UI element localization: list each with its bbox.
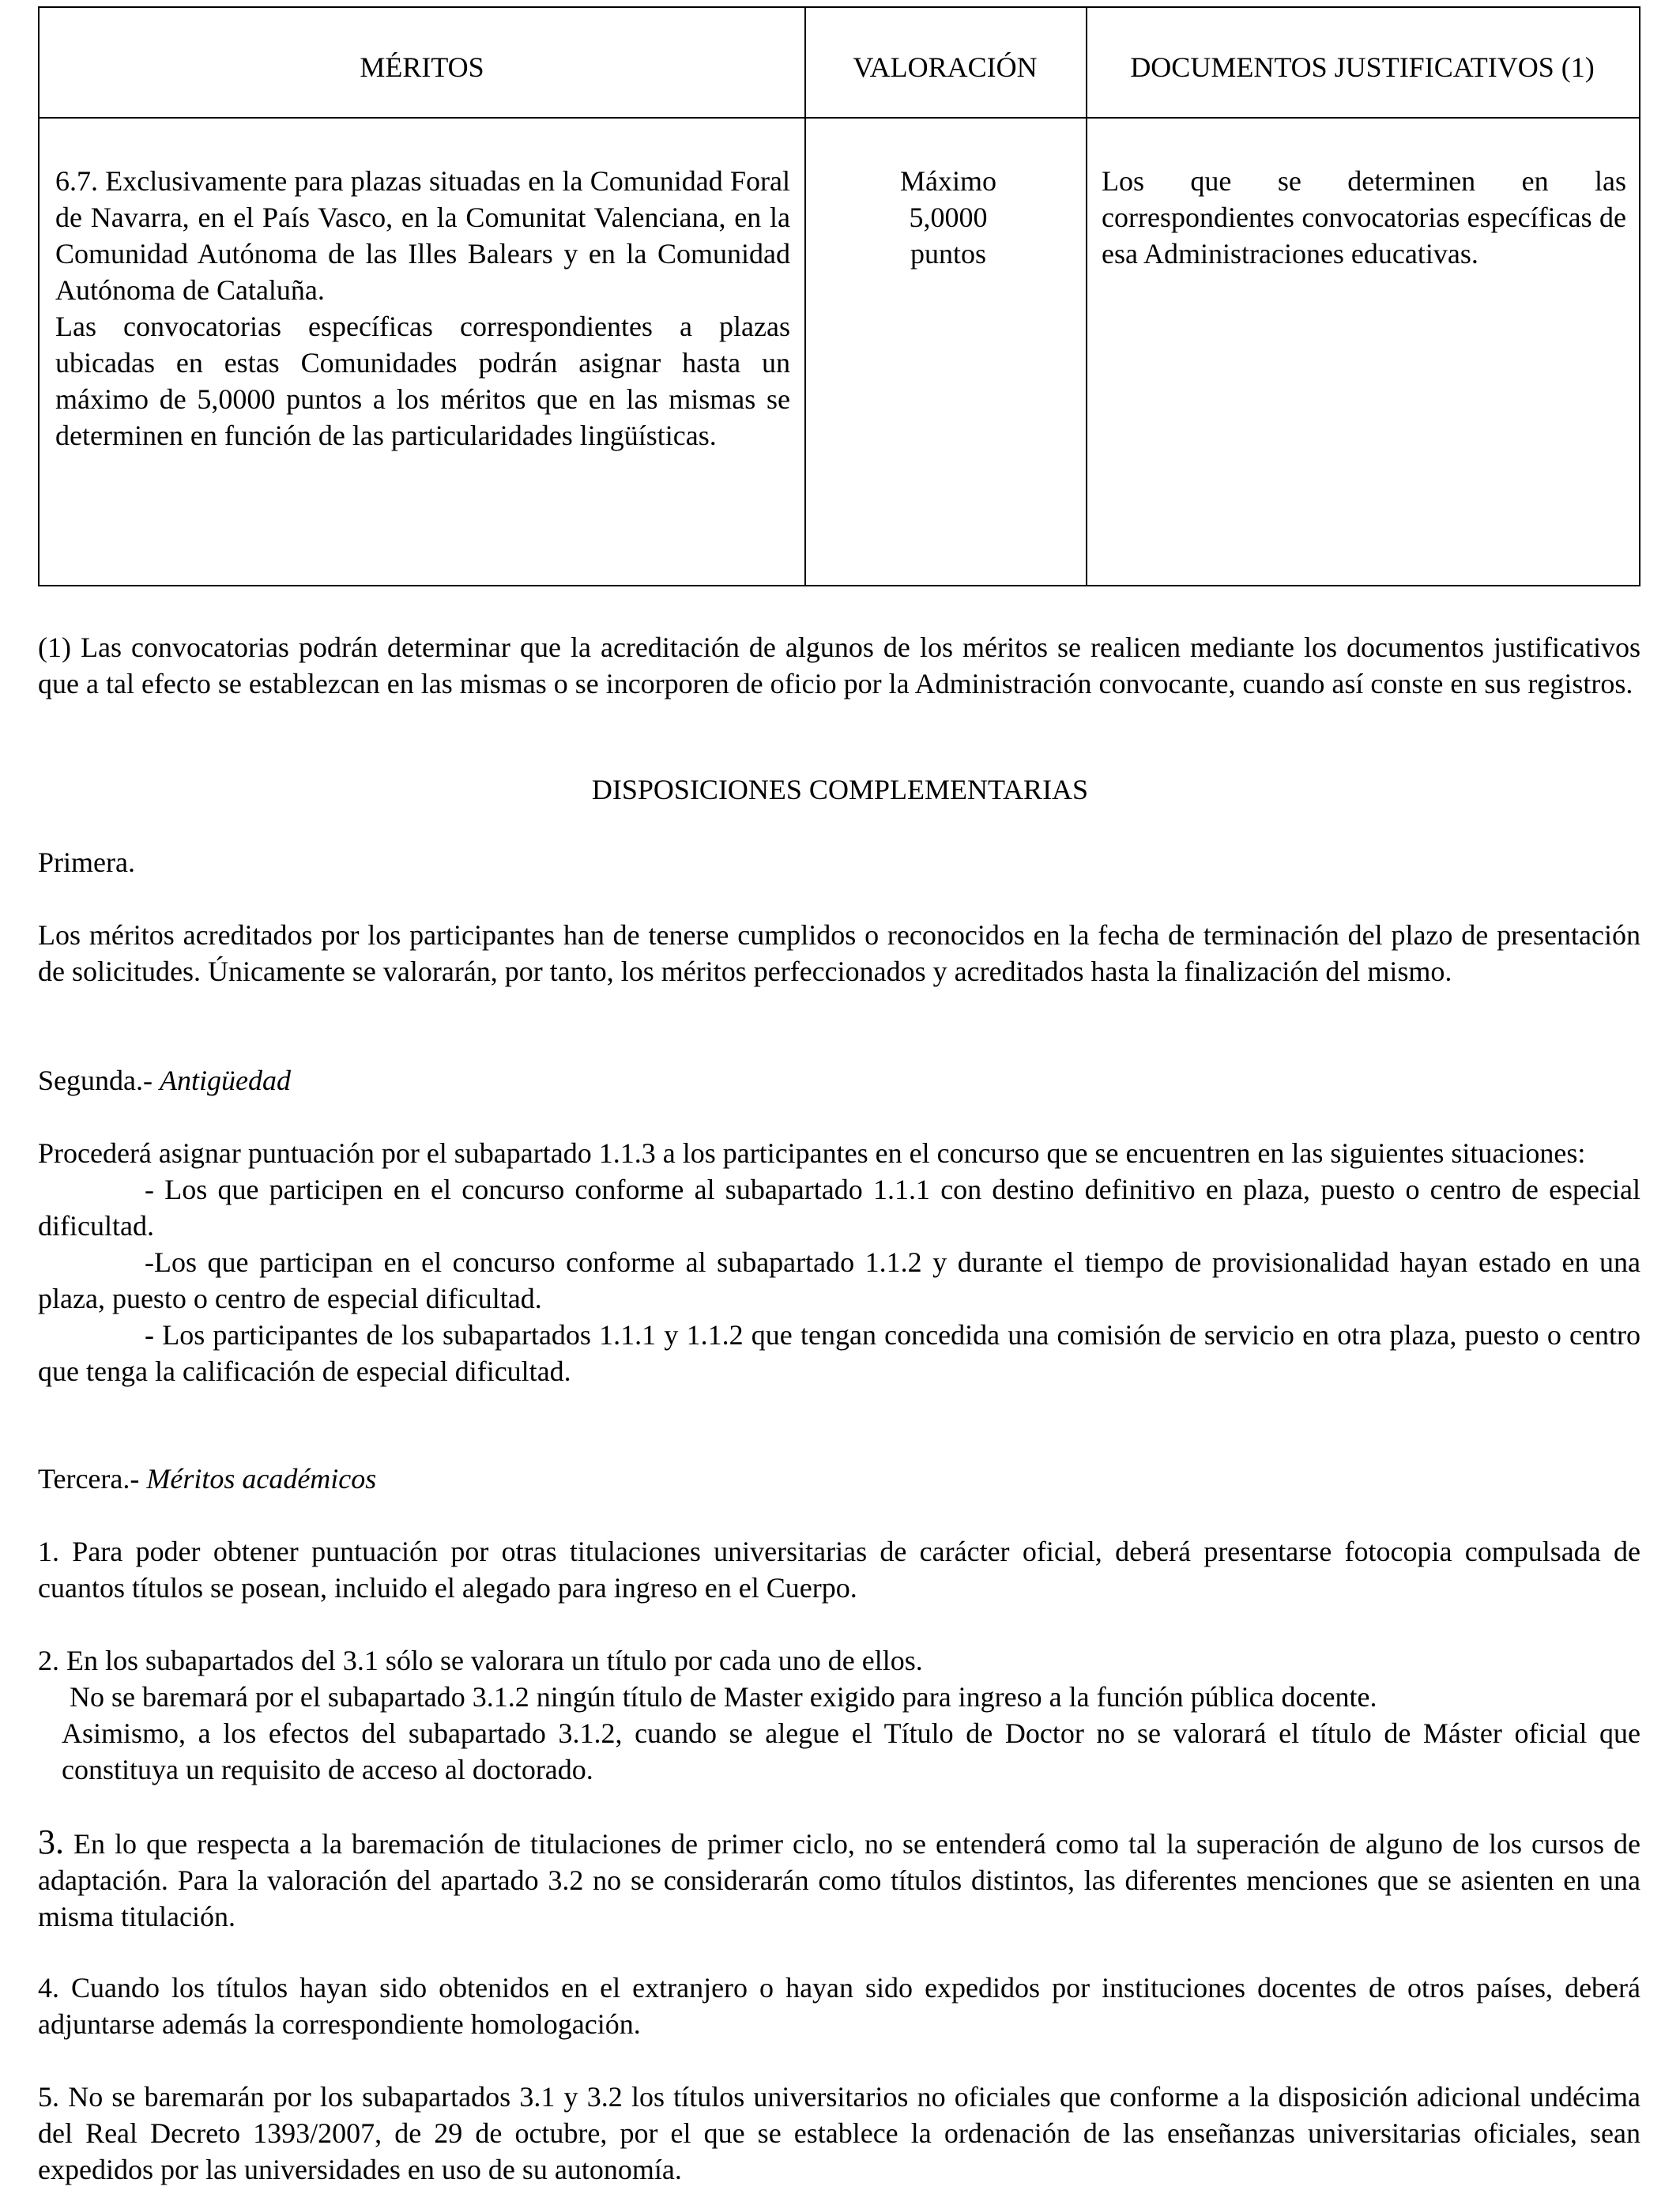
- column-divider: [1086, 8, 1087, 585]
- merits-table: [38, 6, 1640, 586]
- primera-text: Los méritos acreditados por los participantes han de tenerse cumplidos o reconocidos en la fecha de terminación del plazo de presentación de solicitudes. Únicamente se valorarán, por tanto, los méritos perfeccionados y acreditados hasta la finalización del mismo.: [38, 919, 1640, 987]
- primera-heading: Primera.: [38, 846, 135, 878]
- tercera-point-3: [38, 1824, 1640, 1935]
- cell-valoracion: Máximo 5,0000 puntos: [900, 165, 996, 270]
- tercera-point-1: 1. Para poder obtener puntuación por otras titulaciones universitarias de carácter oficial, deberá presentarse fotocopia compulsada de cuantos títulos se posean, incluido el alegado para ingreso en el Cuerpo.: [38, 1536, 1640, 1604]
- tercera-point-2b: No se baremará por el subapartado 3.1.2 ningún título de Master exigido para ingreso a la función pública docente.: [70, 1681, 1377, 1713]
- column-divider: [804, 8, 806, 585]
- tercera-point-2: [38, 1642, 1640, 1788]
- tercera-point-2c: Asimismo, a los efectos del subapartado 3.1.2, cuando se alegue el Título de Doctor no se valorará el título de Máster oficial que constituya un requisito de acceso al doctorado.: [62, 1717, 1640, 1785]
- tercera-heading: [38, 1461, 376, 1497]
- segunda-heading-title: Antigüedad: [159, 1065, 291, 1096]
- cell-meritos: [55, 163, 790, 454]
- merito-paragraph: 6.7. Exclusivamente para plazas situadas en la Comunidad Foral de Navarra, en el País Vasco, en la Comunitat Valenciana, en la Comunidad Autónoma de las Illes Balears y en la Comunidad Autónoma de Cataluña.: [55, 165, 790, 306]
- segunda-item: - Los que participen en el concurso conforme al subapartado 1.1.1 con destino definitivo en plaza, puesto o centro de especial dificultad.: [38, 1174, 1640, 1242]
- tercera-point-4: 4. Cuando los títulos hayan sido obtenidos en el extranjero o hayan sido expedidos por instituciones docentes de otros países, deberá adjuntarse además la correspondiente homologación.: [38, 1972, 1640, 2040]
- tercera-point-3-number: 3.: [38, 1823, 64, 1861]
- segunda-intro: Procederá asignar puntuación por el subapartado 1.1.3 a los participantes en el concurso que se encuentren en las siguientes situaciones:: [38, 1137, 1586, 1169]
- tercera-point-2a: 2. En los subapartados del 3.1 sólo se valorara un título por cada uno de ellos.: [38, 1645, 923, 1676]
- segunda-item: - Los participantes de los subapartados 1.1.1 y 1.1.2 que tengan concedida una comisión de servicio en otra plaza, puesto o centro que tenga la calificación de especial dificultad.: [38, 1319, 1640, 1387]
- merito-paragraph: Las convocatorias específicas correspondientes a plazas ubicadas en estas Comunidades podrán asignar hasta un máximo de 5,0000 puntos a los méritos que en las mismas se determinen en función de las particularidades lingüísticas.: [55, 311, 790, 451]
- header-meritos: MÉRITOS: [360, 51, 484, 83]
- cell-documentos: Los que se determinen en las correspondientes convocatorias específicas de esa Administraciones educativas.: [1102, 165, 1626, 270]
- header-valoracion: VALORACIÓN: [853, 51, 1038, 83]
- header-divider: [40, 117, 1639, 119]
- segunda-heading-label: Segunda.-: [38, 1065, 153, 1096]
- segunda-item: -Los que participan en el concurso conforme al subapartado 1.1.2 y durante el tiempo de provisionalidad hayan estado en una plaza, puesto o centro de especial dificultad.: [38, 1246, 1640, 1314]
- section-title: DISPOSICIONES COMPLEMENTARIAS: [591, 774, 1089, 805]
- segunda-heading: [38, 1062, 291, 1099]
- header-documentos: DOCUMENTOS JUSTIFICATIVOS (1): [1130, 51, 1595, 83]
- segunda-body: [38, 1135, 1640, 1389]
- table-footnote: (1) Las convocatorias podrán determinar que la acreditación de algunos de los méritos se realicen mediante los documentos justificativos que a tal efecto se establezcan en las mismas o se incorporen de oficio por la Administración convocante, cuando así conste en sus registros.: [38, 631, 1640, 699]
- tercera-point-3-text: En lo que respecta a la baremación de titulaciones de primer ciclo, no se entenderá como tal la superación de alguno de los cursos de adaptación. Para la valoración del apartado 3.2 no se considerarán como títulos distintos, las diferentes menciones que se asienten en una misma titulación.: [38, 1828, 1640, 1932]
- tercera-point-5: 5. No se baremarán por los subapartados 3.1 y 3.2 los títulos universitarios no oficiales que conforme a la disposición adicional undécima del Real Decreto 1393/2007, de 29 de octubre, por el que se establece la ordenación de las enseñanzas universitarias oficiales, sean expedidos por las universidades en uso de su autonomía.: [38, 2081, 1640, 2185]
- tercera-heading-title: Méritos académicos: [146, 1463, 377, 1495]
- tercera-heading-label: Tercera.-: [38, 1463, 140, 1495]
